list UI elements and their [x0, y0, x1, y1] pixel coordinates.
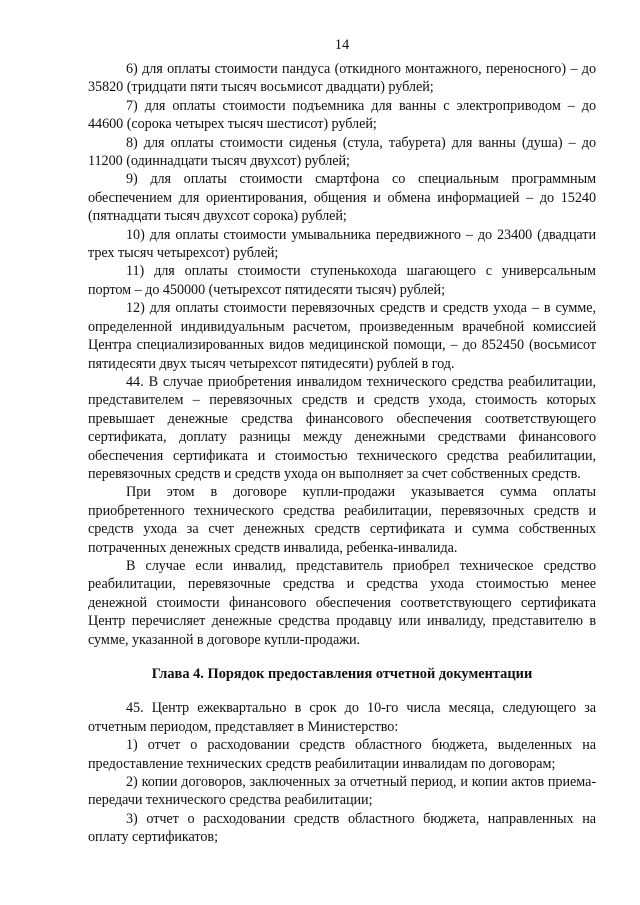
paragraph-contract-note: При этом в договоре купли-продажи указывается сумма оплаты приобретенного технического средства реабилитации, перевязочных средств и средств ухода за счет денежных средств сертификата и сумма собственных потраченных денежных средств инвалида, ребенка-инвалида. — [88, 484, 596, 556]
chapter-heading: Глава 4. Порядок предоставления отчетной документации — [151, 666, 533, 682]
paragraph-item-11: 11) для оплаты стоимости ступенькохода шагающего с универсальным портом – до 450000 (четырехсот пятидесяти тысяч) рублей; — [88, 263, 596, 298]
paragraph-report-1: 1) отчет о расходовании средств областного бюджета, выделенных на предоставление технических средств реабилитации инвалидам по договорам; — [88, 737, 596, 772]
paragraph-item-7: 7) для оплаты стоимости подъемника для ванны с электроприводом – до 44600 (сорока четырех тысяч шестисот) рублей; — [88, 97, 596, 133]
paragraph-item-6: 6) для оплаты стоимости пандуса (откидного монтажного, переносного) – до 35820 (тридцати пяти тысяч восьмисот двадцати) рублей; — [88, 61, 596, 96]
paragraph-item-12: 12) для оплаты стоимости перевязочных средств и средств ухода – в сумме, определенной индивидуальным расчетом, произведенным врачебной комиссией Центра специализированных видов медицинской помощи, – до 852450 (восьмисот пятидесяти двух тысяч четырехсот пятидесяти) рублей в год. — [88, 300, 596, 372]
paragraph-item-10: 10) для оплаты стоимости умывальника передвижного – до 23400 (двадцати трех тысяч четырехсот) рублей; — [88, 226, 596, 262]
paragraph-report-3: 3) отчет о расходовании средств областного бюджета, направленных на оплату сертификатов; — [88, 810, 596, 846]
paragraph-report-2: 2) копии договоров, заключенных за отчетный период, и копии актов приема-передачи технического средства реабилитации; — [88, 774, 596, 809]
paragraph-lower-cost-case: В случае если инвалид, представитель приобрел техническое средство реабилитации, перевязочные средства и средства ухода стоимостью менее денежной стоимости финансового обеспечения соответствующего сертификата Центр перечисляет денежные средства продавцу или инвалиду, представителю в сумме, указанной в договоре купли-продажи. — [88, 557, 596, 648]
page-number: 14 — [334, 37, 350, 53]
document-page — [88, 36, 596, 847]
paragraph-clause-45: 45. Центр ежеквартально в срок до 10-го числа месяца, следующего за отчетным периодом, представляет в Министерство: — [88, 700, 596, 735]
paragraph-item-9: 9) для оплаты стоимости смартфона со специальным программным обеспечением для ориентирования, общения и обмена информацией – до 15240 (пятнадцати тысяч двухсот сорока) рублей; — [88, 171, 596, 225]
paragraph-item-8: 8) для оплаты стоимости сиденья (стула, табурета) для ванны (душа) – до 11200 (одиннадцати тысяч двухсот) рублей; — [88, 134, 596, 170]
paragraph-clause-44: 44. В случае приобретения инвалидом технического средства реабилитации, представителем – перевязочных средств и средств ухода, стоимость которых превышает денежные средства финансового обеспечения соответствующего сертификата, доплату разницы между денежными средствами финансового обеспечения сертификата и стоимостью технического средства реабилитации, перевязочных средств и средств ухода он выполняет за счет собственных средств. — [88, 373, 596, 482]
